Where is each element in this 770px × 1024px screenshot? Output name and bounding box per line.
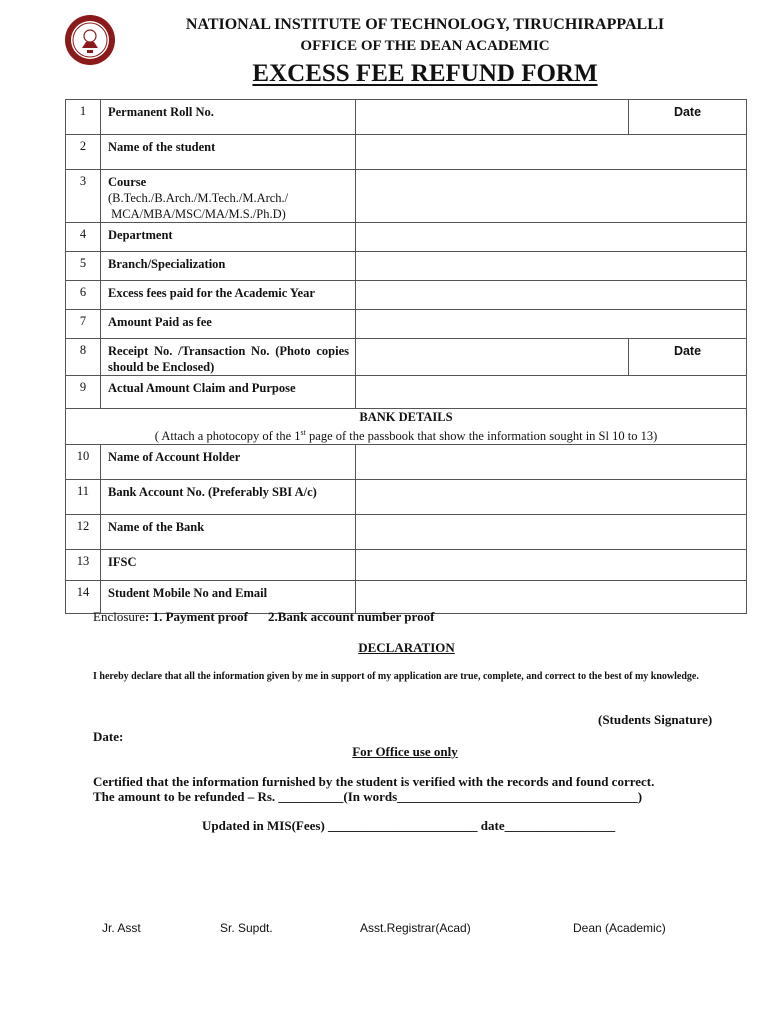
form-title: EXCESS FEE REFUND FORM [252, 60, 598, 87]
student-name-field[interactable] [356, 135, 747, 170]
signatory-jr-asst: Jr. Asst [102, 921, 141, 935]
department-field[interactable] [356, 223, 747, 252]
bank-details-note: ( Attach a photocopy of the 1st page of the passbook that show the information sought in Sl 10 to 13) [154, 428, 658, 444]
account-number-field[interactable] [356, 480, 747, 515]
row-number: 4 [66, 223, 101, 252]
course-label: Course (B.Tech./B.Arch./M.Tech./M.Arch./ MCA/MBA/MSC/MA/M.S./Ph.D) [101, 170, 356, 223]
table-row [66, 339, 747, 376]
table-row [66, 100, 747, 135]
signatory-asst-registrar: Asst.Registrar(Acad) [360, 921, 471, 935]
academic-year-label: Excess fees paid for the Academic Year [101, 281, 356, 310]
roll-date-field[interactable]: Date [629, 100, 747, 135]
row-number: 1 [66, 100, 101, 135]
mis-update-line: Updated in MIS(Fees) _______________________ date_________________ [202, 818, 616, 833]
claim-field[interactable] [356, 376, 747, 409]
table-row [66, 281, 747, 310]
institute-name: NATIONAL INSTITUTE OF TECHNOLOGY, TIRUCHIRAPPALLI [185, 16, 665, 33]
bank-name-label: Name of the Bank [101, 515, 356, 550]
amount-paid-label: Amount Paid as fee [101, 310, 356, 339]
row-number: 7 [66, 310, 101, 339]
row-number: 13 [66, 550, 101, 581]
department-label: Department [101, 223, 356, 252]
receipt-field[interactable] [356, 339, 629, 376]
table-row [66, 515, 747, 550]
row-number: 14 [66, 581, 101, 614]
course-field[interactable] [356, 170, 747, 223]
date-label: Date: [93, 729, 124, 744]
row-number: 8 [66, 339, 101, 376]
account-number-label: Bank Account No. (Preferably SBI A/c) [101, 480, 356, 515]
branch-field[interactable] [356, 252, 747, 281]
claim-label: Actual Amount Claim and Purpose [101, 376, 356, 409]
account-holder-field[interactable] [356, 445, 747, 480]
permanent-roll-field[interactable] [356, 100, 629, 135]
row-number: 12 [66, 515, 101, 550]
branch-label: Branch/Specialization [101, 252, 356, 281]
row-number: 5 [66, 252, 101, 281]
refund-form-table [65, 99, 747, 614]
row-number: 2 [66, 135, 101, 170]
office-name: OFFICE OF THE DEAN ACADEMIC [300, 38, 550, 54]
declaration-text: I hereby declare that all the information given by me in support of my application are true, complete, and correct to the best of my knowledge. [93, 671, 699, 682]
ifsc-field[interactable] [356, 550, 747, 581]
refund-amount-line: The amount to be refunded – Rs. __________(In words_____________________________________) [93, 789, 643, 804]
table-row [66, 445, 747, 480]
table-row [66, 480, 747, 515]
table-row [66, 310, 747, 339]
row-number: 9 [66, 376, 101, 409]
table-row [66, 252, 747, 281]
mobile-email-label: Student Mobile No and Email [101, 581, 356, 614]
table-row [66, 550, 747, 581]
table-row [66, 376, 747, 409]
declaration-heading: DECLARATION [358, 640, 455, 655]
bank-details-header: BANK DETAILS ( Attach a photocopy of the 1st page of the passbook that show the information sought in Sl 10 to 13) [66, 409, 747, 445]
row-number: 6 [66, 281, 101, 310]
ifsc-label: IFSC [101, 550, 356, 581]
table-row [66, 135, 747, 170]
row-number: 11 [66, 480, 101, 515]
receipt-date-field[interactable]: Date [629, 339, 747, 376]
receipt-label: Receipt No. /Transaction No. (Photo copies should be Enclosed) [101, 339, 356, 376]
bank-name-field[interactable] [356, 515, 747, 550]
signatory-sr-supdt: Sr. Supdt. [220, 921, 273, 935]
enclosure-line: Enclosure: 1. Payment proof 2.Bank account number proof [93, 609, 435, 624]
table-row [66, 409, 747, 445]
student-name-label: Name of the student [101, 135, 356, 170]
row-number: 10 [66, 445, 101, 480]
amount-paid-field[interactable] [356, 310, 747, 339]
office-use-heading: For Office use only [352, 744, 458, 759]
row-number: 3 [66, 170, 101, 223]
permanent-roll-label: Permanent Roll No. [101, 100, 356, 135]
account-holder-label: Name of Account Holder [101, 445, 356, 480]
table-row [66, 170, 747, 223]
certification-text: Certified that the information furnished by the student is verified with the records and found correct. The amount to be refunded – Rs. __________(In words_____________________________________) [93, 774, 723, 804]
academic-year-field[interactable] [356, 281, 747, 310]
student-signature-label: (Students Signature) [598, 712, 713, 727]
table-row [66, 223, 747, 252]
signatory-dean: Dean (Academic) [573, 921, 666, 935]
